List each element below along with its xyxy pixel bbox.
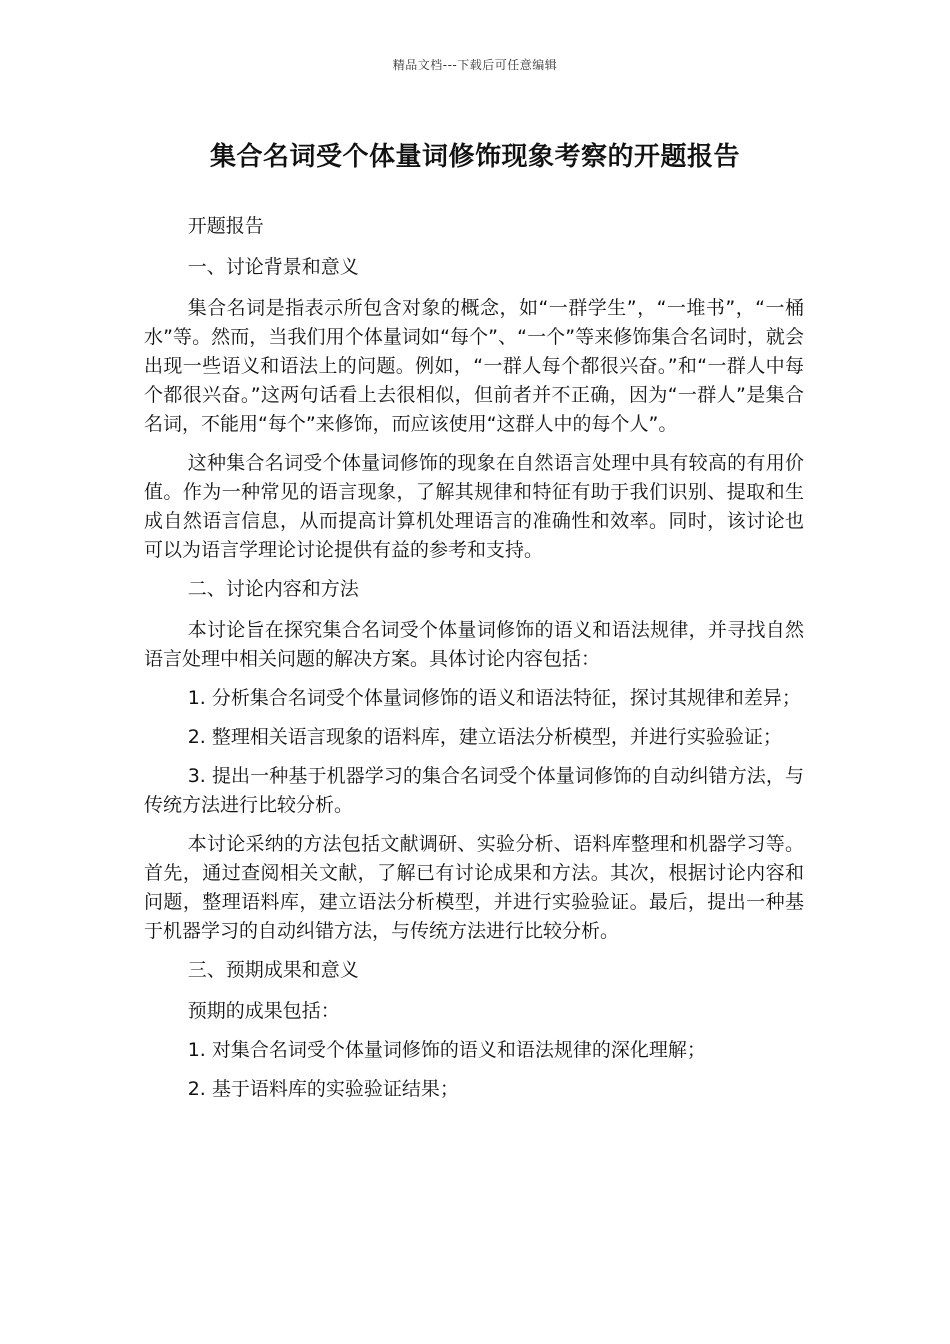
list-item: 1. 对集合名词受个体量词修饰的语义和语法规律的深化理解； bbox=[187, 1039, 706, 1061]
section-heading-content-method: 二、讨论内容和方法 bbox=[187, 578, 359, 600]
list-item: 3. 提出一种基于机器学习的集合名词受个体量词修饰的自动纠错方法，与传统方法进行比较分析。 bbox=[144, 765, 804, 816]
list-item: 2. 基于语料库的实验验证结果； bbox=[187, 1078, 459, 1100]
paragraph: 集合名词是指表示所包含对象的概念，如“一群学生”，“一堆书”，“一桶水”等。然而，当我们用个体量词如“每个”、“一个”等来修饰集合名词时，就会出现一些语义和语法上的问题。例如，“一群人每个都很兴奋。”和“一群人中每个都很兴奋。”这两句话看上去很相似，但前者并不正确，因为“一群人”是集合名词，不能用“每个”来修饰，而应该使用“这群人中的每个人”。 bbox=[144, 297, 804, 435]
paragraph: 本讨论旨在探究集合名词受个体量词修饰的语义和语法规律，并寻找自然语言处理中相关问题的解决方案。具体讨论内容包括： bbox=[144, 619, 804, 670]
document-body bbox=[144, 212, 804, 1114]
section-heading-expected-results: 三、预期成果和意义 bbox=[187, 959, 359, 981]
header-note: 精品文档---下载后可任意编辑 bbox=[392, 58, 558, 72]
section-heading-background: 一、讨论背景和意义 bbox=[187, 256, 359, 278]
paragraph: 这种集合名词受个体量词修饰的现象在自然语言处理中具有较高的有用价值。作为一种常见的语言现象，了解其规律和特征有助于我们识别、提取和生成自然语言信息，从而提高计算机处理语言的准确性和效率。同时，该讨论也可以为语言学理论讨论提供有益的参考和支持。 bbox=[144, 452, 804, 561]
paragraph-report-label: 开题报告 bbox=[187, 215, 264, 237]
list-item: 2. 整理相关语言现象的语料库，建立语法分析模型，并进行实验验证； bbox=[187, 726, 782, 748]
paragraph: 本讨论采纳的方法包括文献调研、实验分析、语料库整理和机器学习等。首先，通过查阅相关文献，了解已有讨论成果和方法。其次，根据讨论内容和问题，整理语料库，建立语法分析模型，并进行实验验证。最后，提出一种基于机器学习的自动纠错方法，与传统方法进行比较分析。 bbox=[144, 833, 804, 942]
paragraph: 预期的成果包括： bbox=[187, 1000, 340, 1022]
list-item: 1. 分析集合名词受个体量词修饰的语义和语法特征，探讨其规律和差异； bbox=[187, 687, 801, 709]
document-title: 集合名词受个体量词修饰现象考察的开题报告 bbox=[209, 142, 740, 172]
